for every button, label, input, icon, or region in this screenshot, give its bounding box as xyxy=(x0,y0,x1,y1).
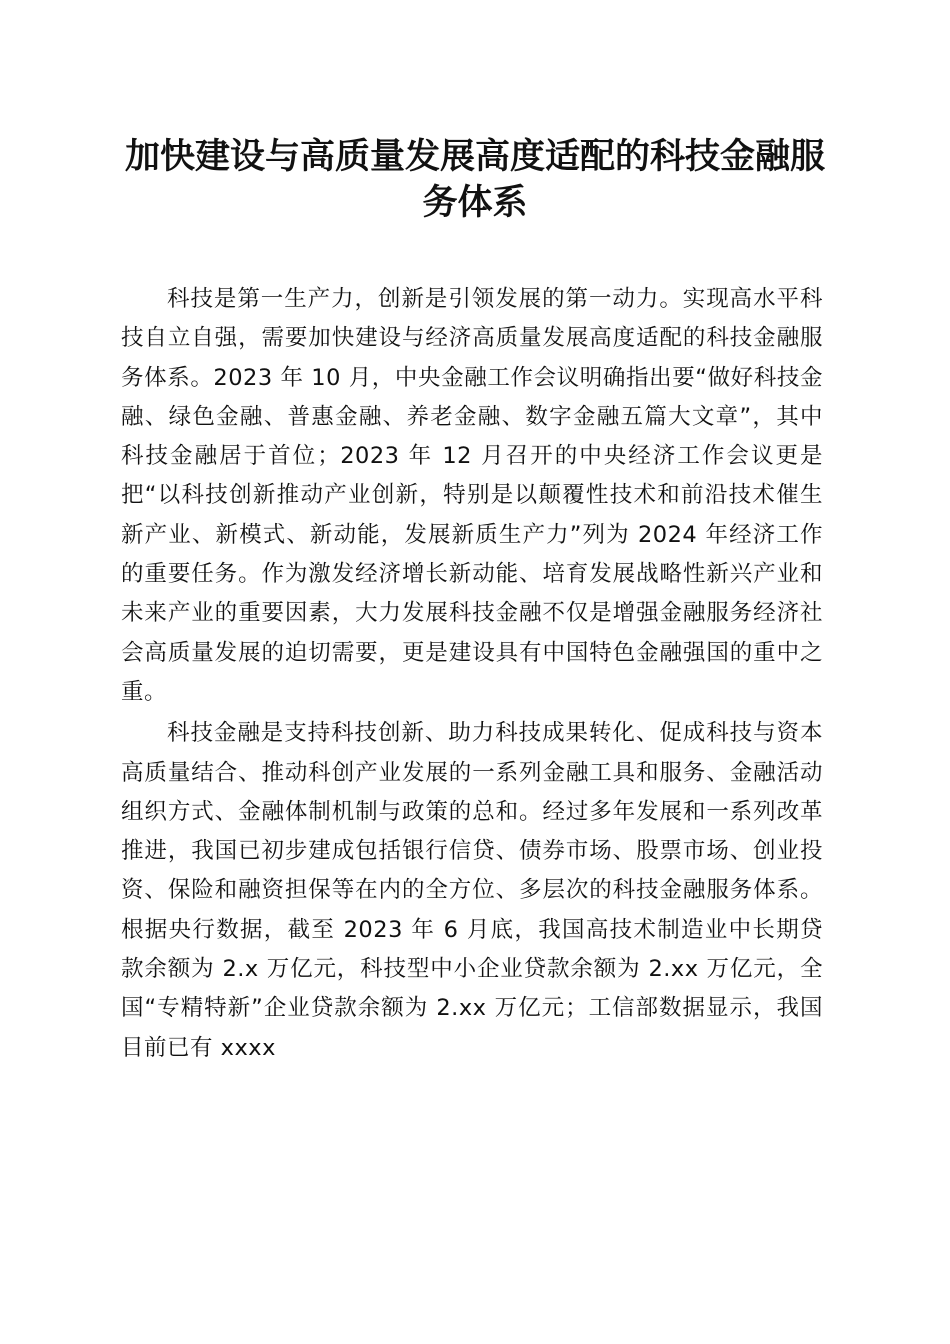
paragraph: 科技是第一生产力，创新是引领发展的第一动力。实现高水平科技自立自强，需要加快建设与经济高质量发展高度适配的科技金融服务体系。2023 年 10 月，中央金融工作会议明确指出要“做好科技金融、绿色金融、普惠金融、养老金融、数字金融五篇大文章”，其中科技金融居于首位；2023 年 12 月召开的中央经济工作会议更是把“以科技创新推动产业创新，特别是以颠覆性技术和前沿技术催生新产业、新模式、新动能，发展新质生产力”列为 2024 年经济工作的重要任务。作为激发经济增长新动能、培育发展战略性新兴产业和未来产业的重要因素，大力发展科技金融不仅是增强金融服务经济社会高质量发展的迫切需要，更是建设具有中国特色金融强国的重中之重。 xyxy=(121,286,823,705)
document-title: 加快建设与高质量发展高度适配的科技金融服务体系 xyxy=(124,136,825,223)
paragraph: 科技金融是支持科技创新、助力科技成果转化、促成科技与资本高质量结合、推动科创产业发展的一系列金融工具和服务、金融活动组织方式、金融体制机制与政策的总和。经过多年发展和一系列改革推进，我国已初步建成包括银行信贷、债券市场、股票市场、创业投资、保险和融资担保等在内的全方位、多层次的科技金融服务体系。根据央行数据，截至 2023 年 6 月底，我国高技术制造业中长期贷款余额为 2.x 万亿元，科技型中小企业贷款余额为 2.xx 万亿元，全国“专精特新”企业贷款余额为 2.xx 万亿元；工信部数据显示，我国目前已有 xxxx xyxy=(121,720,823,1061)
document-body xyxy=(121,280,823,1070)
